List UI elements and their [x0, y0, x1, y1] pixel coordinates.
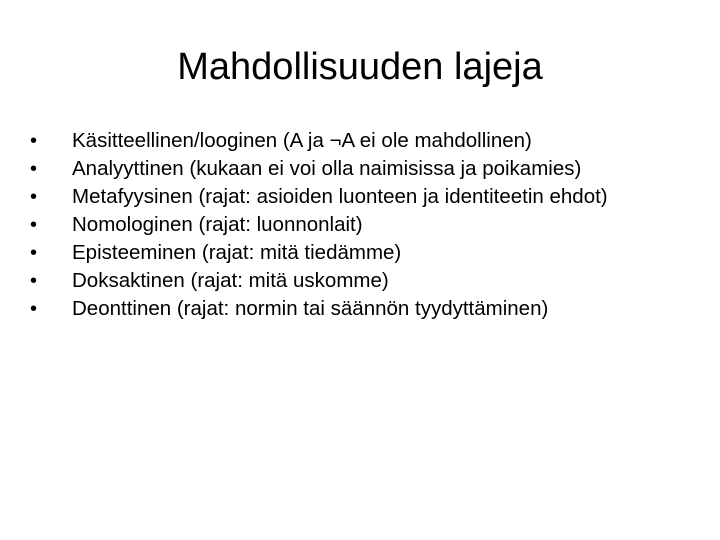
bullet-text: Nomologinen (rajat: luonnonlait) — [72, 213, 363, 236]
bullet-icon: • — [30, 158, 38, 180]
bullet-text: Doksaktinen (rajat: mitä uskomme) — [72, 269, 389, 292]
bullet-icon: • — [30, 298, 38, 320]
bullet-item — [30, 240, 680, 266]
bullet-item — [30, 296, 680, 322]
bullet-item — [30, 184, 680, 210]
bullet-text: Deonttinen (rajat: normin tai säännön tyydyttäminen) — [72, 297, 549, 320]
bullet-text: Episteeminen (rajat: mitä tiedämme) — [72, 241, 402, 264]
bullet-icon: • — [30, 186, 38, 208]
bullet-text: Analyyttinen (kukaan ei voi olla naimisissa ja poikamies) — [72, 157, 582, 180]
bullet-text: Käsitteellinen/looginen (A ja ¬A ei ole mahdollinen) — [72, 129, 532, 152]
bullet-icon: • — [30, 270, 38, 292]
bullet-list — [30, 128, 680, 324]
bullet-icon: • — [30, 242, 38, 264]
bullet-item — [30, 268, 680, 294]
slide-title: Mahdollisuuden lajeja — [177, 46, 543, 88]
bullet-item — [30, 128, 680, 154]
bullet-text: Metafyysinen (rajat: asioiden luonteen ja identiteetin ehdot) — [72, 185, 608, 208]
bullet-item — [30, 212, 680, 238]
bullet-icon: • — [30, 130, 38, 152]
bullet-icon: • — [30, 214, 38, 236]
bullet-item — [30, 156, 680, 182]
